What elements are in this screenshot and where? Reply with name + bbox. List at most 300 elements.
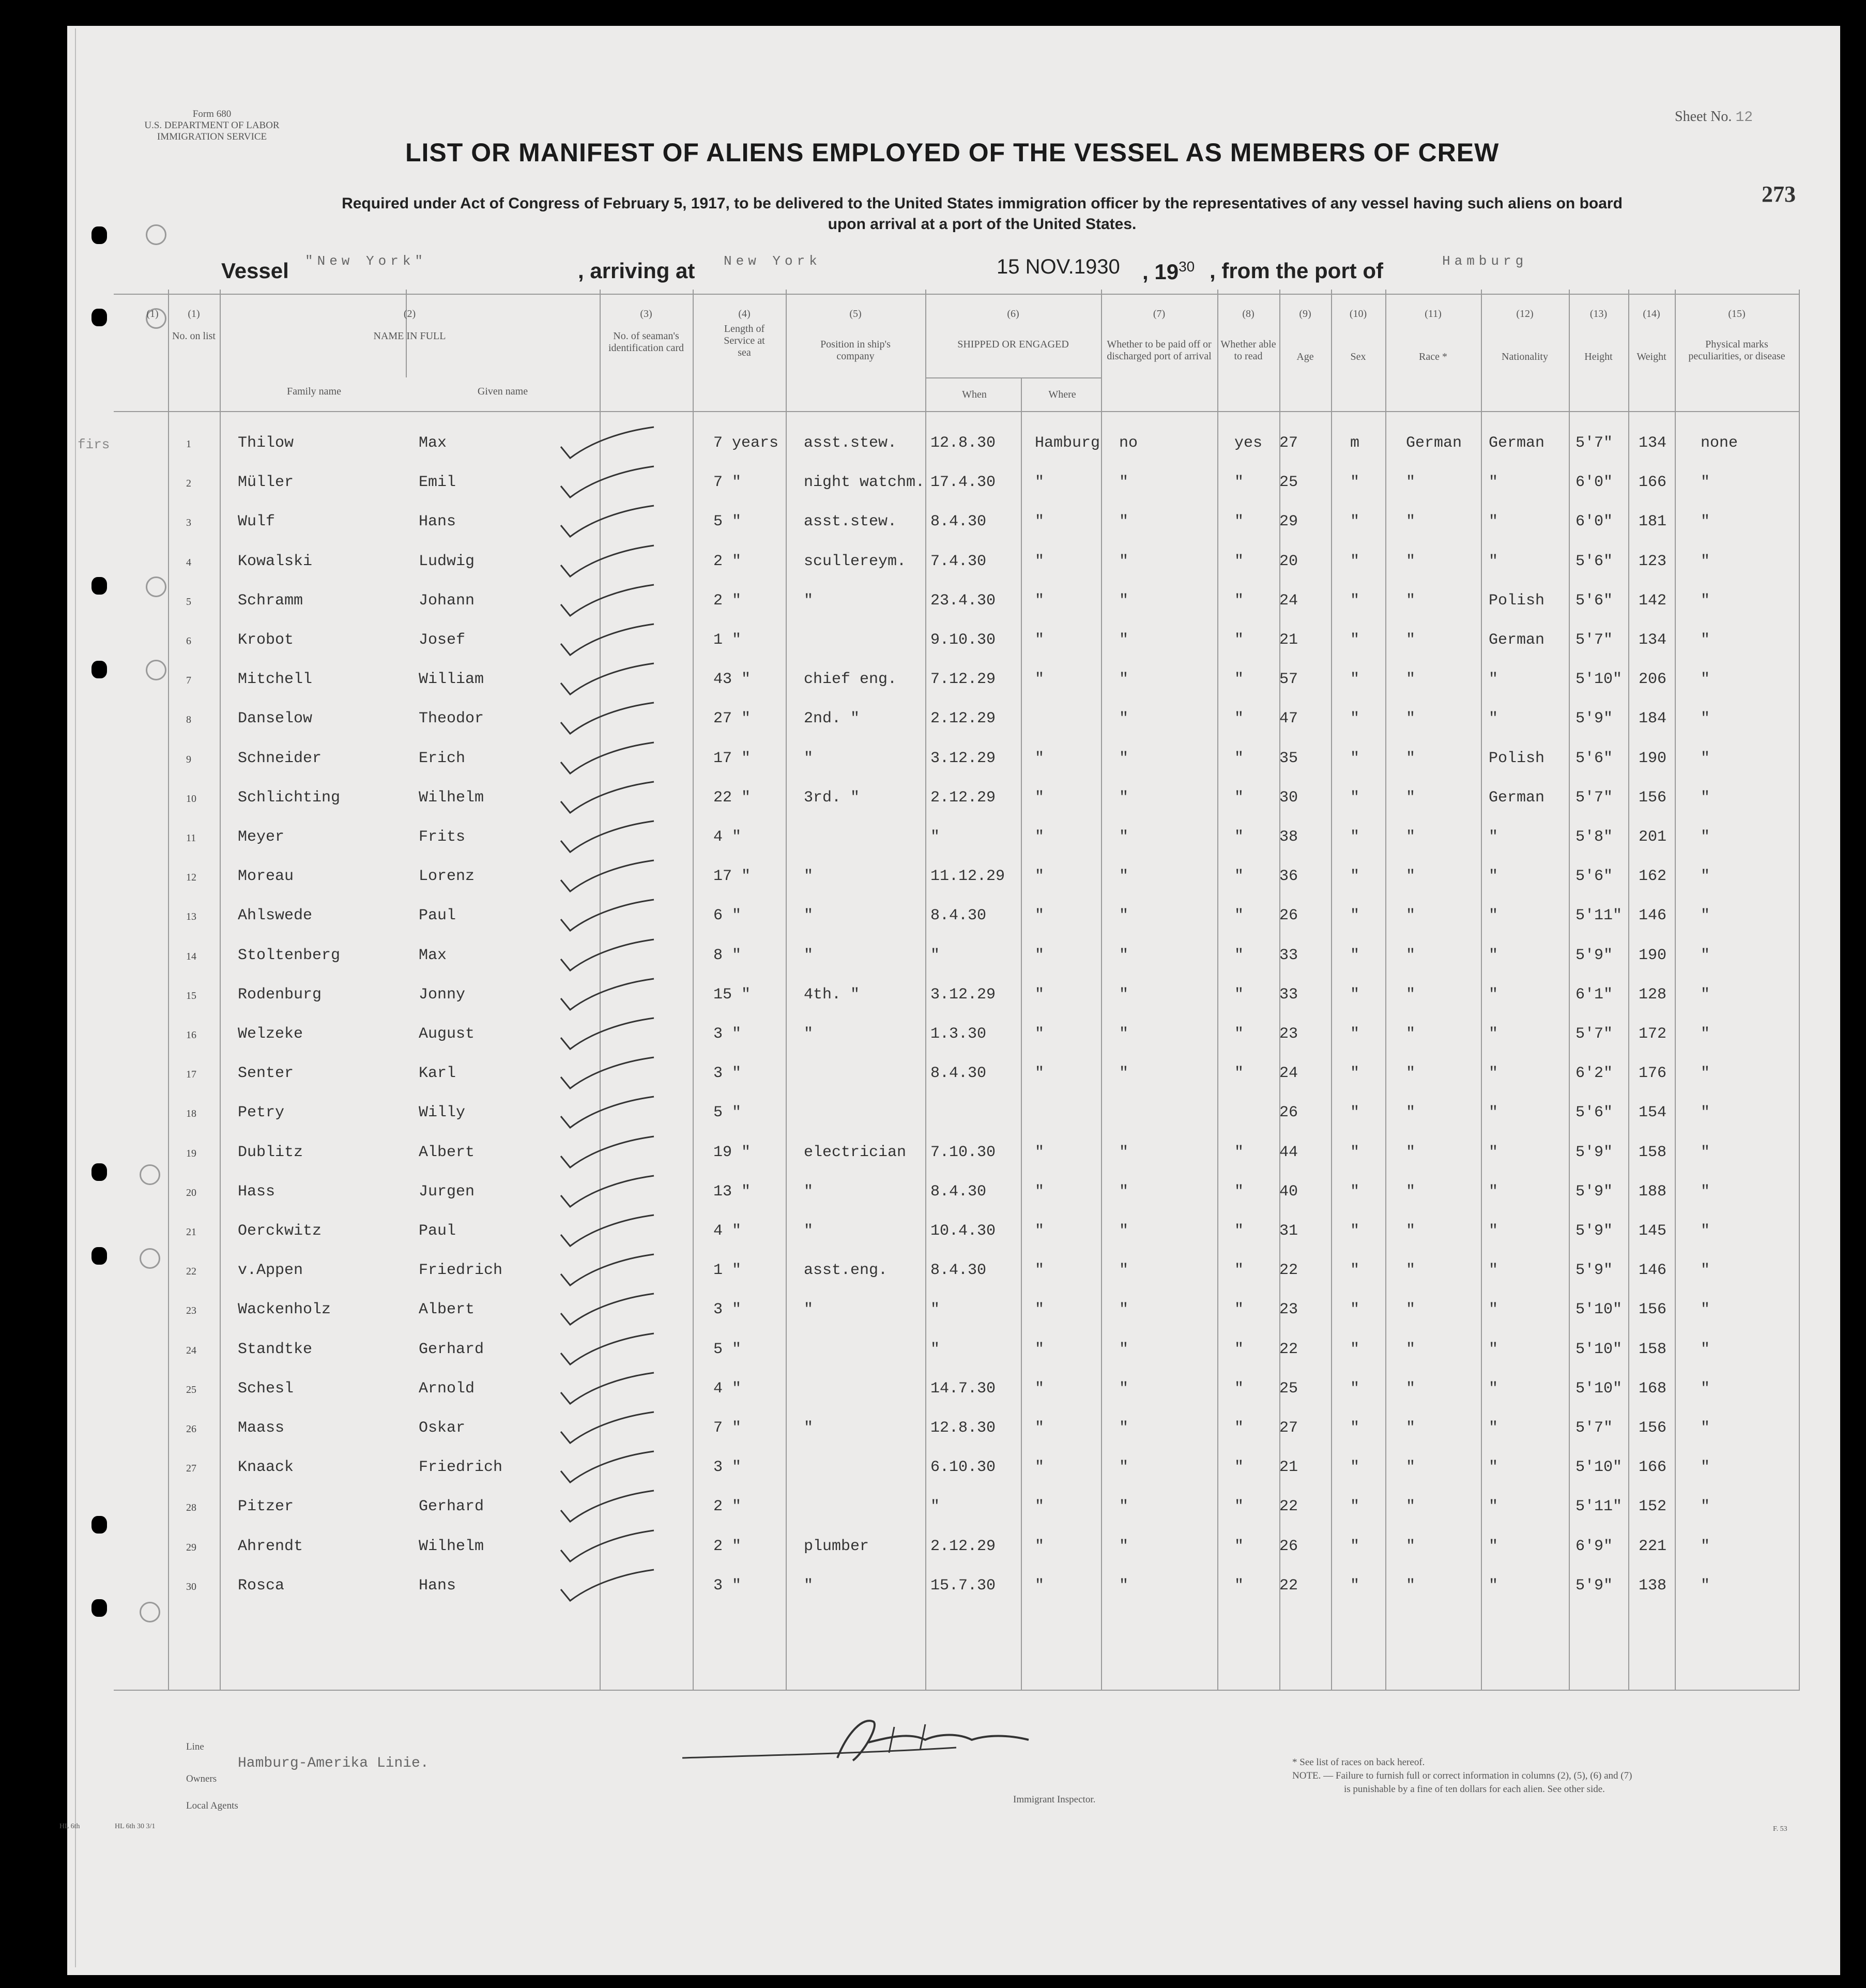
col10-number: (10)	[1349, 308, 1367, 320]
cell-physical-marks: "	[1701, 1537, 1710, 1555]
cell-shipped-where: "	[1035, 1065, 1045, 1083]
cell-shipped-when: 9.10.30	[930, 631, 996, 649]
col7-number: (7)	[1153, 308, 1166, 320]
cell-sex: "	[1350, 1301, 1360, 1319]
cell-shipped-when: 8.4.30	[930, 1182, 987, 1201]
cell-length-of-service: 7 "	[713, 474, 742, 492]
cell-able-to-read: "	[1234, 591, 1244, 610]
cell-paid-off: "	[1119, 788, 1129, 807]
cell-position: "	[804, 1301, 814, 1319]
cell-position: asst.stew.	[804, 513, 897, 531]
cell-able-to-read: "	[1234, 1340, 1244, 1358]
cell-age: 26	[1279, 1104, 1298, 1122]
cell-row-number: 17	[186, 1069, 196, 1081]
cell-given-name: Arnold	[419, 1379, 475, 1398]
cell-shipped-when: 8.4.30	[930, 907, 987, 925]
table-row	[171, 1094, 1825, 1133]
cell-family-name: Wackenholz	[238, 1301, 331, 1319]
cell-age: 31	[1279, 1222, 1298, 1240]
binder-ring	[140, 1248, 160, 1269]
cell-age: 26	[1279, 1537, 1298, 1555]
cell-able-to-read: "	[1234, 474, 1244, 492]
race-note: * See list of races on back hereof.	[1292, 1757, 1425, 1768]
cell-shipped-when: 7.4.30	[930, 552, 987, 570]
cell-physical-marks: "	[1701, 1065, 1710, 1083]
check-mark-icon	[556, 623, 659, 659]
cell-shipped-where: "	[1035, 552, 1045, 570]
cell-height: 5'9"	[1576, 1222, 1613, 1240]
check-mark-icon	[556, 1332, 659, 1369]
table-row	[171, 1173, 1825, 1212]
cell-shipped-when: "	[930, 828, 940, 846]
cell-physical-marks: "	[1701, 1182, 1710, 1201]
cell-physical-marks: "	[1701, 946, 1710, 964]
cell-nationality: German	[1489, 434, 1545, 452]
cell-height: 5'6"	[1576, 868, 1613, 886]
col4-header	[724, 308, 765, 359]
cell-height: 6'0"	[1576, 513, 1613, 531]
cell-length-of-service: 43 "	[713, 671, 751, 689]
cell-nationality: "	[1489, 985, 1498, 1004]
cell-race: "	[1406, 1182, 1416, 1201]
cell-able-to-read: "	[1234, 1498, 1244, 1516]
cell-length-of-service: 22 "	[713, 788, 751, 807]
cell-paid-off: "	[1119, 1262, 1129, 1280]
cell-age: 33	[1279, 946, 1298, 964]
arriving-port: New York	[724, 253, 821, 269]
cell-sex: "	[1350, 1576, 1360, 1595]
cell-age: 35	[1279, 749, 1298, 767]
cell-weight: 206	[1639, 671, 1667, 689]
cell-shipped-where: "	[1035, 513, 1045, 531]
cell-race: "	[1406, 985, 1416, 1004]
cell-age: 22	[1279, 1262, 1298, 1280]
binder-ring	[146, 576, 166, 597]
cell-weight: 166	[1639, 474, 1667, 492]
cell-able-to-read: "	[1234, 788, 1244, 807]
cell-position: "	[804, 907, 814, 925]
cell-age: 44	[1279, 1143, 1298, 1161]
cell-shipped-where: "	[1035, 1537, 1045, 1555]
cell-family-name: Welzeke	[238, 1025, 303, 1043]
cell-race: "	[1406, 1222, 1416, 1240]
cell-paid-off: "	[1119, 1182, 1129, 1201]
cell-length-of-service: 17 "	[713, 749, 751, 767]
cell-weight: 152	[1639, 1498, 1667, 1516]
cell-nationality: Polish	[1489, 591, 1545, 610]
cell-height: 6'1"	[1576, 985, 1613, 1004]
col4-label: Length of Service at sea	[724, 323, 765, 358]
cell-row-number: 26	[186, 1423, 196, 1435]
cell-sex: m	[1350, 434, 1360, 452]
cell-sex: "	[1350, 1379, 1360, 1398]
cell-length-of-service: 15 "	[713, 985, 751, 1004]
cell-shipped-where: "	[1035, 985, 1045, 1004]
cell-paid-off: "	[1119, 671, 1129, 689]
cell-able-to-read: "	[1234, 1301, 1244, 1319]
col10-header	[1334, 308, 1383, 363]
cell-length-of-service: 1 "	[713, 631, 742, 649]
cell-family-name: Krobot	[238, 631, 294, 649]
col2-number: (2)	[403, 308, 416, 320]
cell-length-of-service: 13 "	[713, 1182, 751, 1201]
cell-nationality: "	[1489, 1301, 1498, 1319]
cell-length-of-service: 2 "	[713, 1537, 742, 1555]
cell-row-number: 15	[186, 990, 196, 1001]
vessel-name: "New York"	[305, 253, 427, 269]
cell-paid-off: "	[1119, 1537, 1129, 1555]
cell-nationality: "	[1489, 671, 1498, 689]
cell-race: "	[1406, 1498, 1416, 1516]
cell-shipped-where: "	[1035, 1262, 1045, 1280]
col4-number: (4)	[738, 308, 751, 320]
cell-height: 5'10"	[1576, 1459, 1623, 1477]
cell-weight: 145	[1639, 1222, 1667, 1240]
cell-sex: "	[1350, 1025, 1360, 1043]
binder-ring	[146, 660, 166, 680]
cell-paid-off: "	[1119, 868, 1129, 886]
cell-family-name: Schesl	[238, 1379, 294, 1398]
cell-height: 5'8"	[1576, 828, 1613, 846]
cell-race: "	[1406, 591, 1416, 610]
check-mark-icon	[556, 978, 659, 1014]
table-row	[171, 779, 1825, 818]
cell-race: "	[1406, 710, 1416, 728]
cell-able-to-read: "	[1234, 1459, 1244, 1477]
cell-weight: 134	[1639, 434, 1667, 452]
cell-physical-marks: "	[1701, 1379, 1710, 1398]
cell-paid-off: "	[1119, 1222, 1129, 1240]
cell-nationality: German	[1489, 788, 1545, 807]
cell-length-of-service: 3 "	[713, 1301, 742, 1319]
cell-family-name: Wulf	[238, 513, 276, 531]
col11-number: (11)	[1425, 308, 1442, 320]
cell-weight: 156	[1639, 788, 1667, 807]
col8-label: Whether able to read	[1220, 339, 1276, 362]
cell-shipped-where: "	[1035, 671, 1045, 689]
cell-height: 5'9"	[1576, 1143, 1613, 1161]
col15-header	[1677, 308, 1796, 362]
col1-label: No. on list	[172, 330, 216, 342]
cell-able-to-read: "	[1234, 1143, 1244, 1161]
cell-weight: 172	[1639, 1025, 1667, 1043]
cell-sex: "	[1350, 1182, 1360, 1201]
table-row	[171, 1054, 1825, 1094]
cell-height: 5'7"	[1576, 434, 1613, 452]
cell-sex: "	[1350, 1498, 1360, 1516]
cell-paid-off: "	[1119, 1301, 1129, 1319]
cell-sex: "	[1350, 749, 1360, 767]
binder-hole	[91, 1516, 107, 1534]
cell-length-of-service: 5 "	[713, 513, 742, 531]
cell-shipped-where: "	[1035, 788, 1045, 807]
table-row	[171, 660, 1825, 700]
check-mark-icon	[556, 1293, 659, 1329]
table-row	[171, 1527, 1825, 1567]
cell-given-name: Frits	[419, 828, 466, 846]
col10-label: Sex	[1350, 351, 1366, 362]
cell-nationality: "	[1489, 1498, 1498, 1516]
cell-paid-off: "	[1119, 1340, 1129, 1358]
cell-able-to-read: "	[1234, 1262, 1244, 1280]
cell-shipped-when: "	[930, 1340, 940, 1358]
cell-able-to-read: "	[1234, 749, 1244, 767]
cell-shipped-where: "	[1035, 1301, 1045, 1319]
cell-age: 25	[1279, 1379, 1298, 1398]
cell-race: "	[1406, 1340, 1416, 1358]
cell-age: 47	[1279, 710, 1298, 728]
cell-weight: 128	[1639, 985, 1667, 1004]
table-row	[171, 1370, 1825, 1409]
cell-sex: "	[1350, 513, 1360, 531]
subtitle-line-1: Required under Act of Congress of February 5, 1917, to be delivered to the United States immigration officer by the representatives of any vessel having such aliens on board	[342, 195, 1623, 212]
cell-able-to-read: "	[1234, 513, 1244, 531]
cell-paid-off: "	[1119, 710, 1129, 728]
cell-length-of-service: 3 "	[713, 1025, 742, 1043]
cell-row-number: 2	[186, 478, 191, 490]
cell-nationality: "	[1489, 828, 1498, 846]
col7-label: Whether to be paid off or discharged port of arrival	[1107, 339, 1212, 362]
cell-given-name: Jurgen	[419, 1182, 475, 1201]
table-top-rule	[114, 294, 1799, 295]
cell-family-name: Standtke	[238, 1340, 313, 1358]
cell-age: 25	[1279, 474, 1298, 492]
table-row	[171, 1448, 1825, 1488]
from-port-label: , from the port of	[1210, 259, 1383, 283]
check-mark-icon	[556, 899, 659, 935]
cell-sex: "	[1350, 946, 1360, 964]
cell-paid-off: no	[1119, 434, 1138, 452]
cell-paid-off: "	[1119, 591, 1129, 610]
cell-family-name: Moreau	[238, 868, 294, 886]
cell-shipped-when: 7.12.29	[930, 671, 996, 689]
cell-age: 30	[1279, 788, 1298, 807]
cell-family-name: Schramm	[238, 591, 303, 610]
cell-family-name: Oerckwitz	[238, 1222, 322, 1240]
cell-position: "	[804, 591, 814, 610]
cell-position: 3rd. "	[804, 788, 860, 807]
cell-given-name: Max	[419, 434, 447, 452]
cell-given-name: Wilhelm	[419, 1537, 484, 1555]
cell-able-to-read: "	[1234, 631, 1244, 649]
cell-physical-marks: "	[1701, 1301, 1710, 1319]
cell-sex: "	[1350, 631, 1360, 649]
table-row	[171, 739, 1825, 779]
cell-race: "	[1406, 474, 1416, 492]
cell-sex: "	[1350, 1459, 1360, 1477]
cell-physical-marks: "	[1701, 828, 1710, 846]
cell-age: 24	[1279, 1065, 1298, 1083]
col12-label: Nationality	[1502, 351, 1548, 362]
table-row	[171, 582, 1825, 621]
cell-given-name: Erich	[419, 749, 466, 767]
cell-family-name: Ahrendt	[238, 1537, 303, 1555]
cell-able-to-read: "	[1234, 1576, 1244, 1595]
check-mark-icon	[556, 465, 659, 502]
cell-family-name: Rosca	[238, 1576, 285, 1595]
cell-age: 26	[1279, 907, 1298, 925]
cell-sex: "	[1350, 828, 1360, 846]
cell-given-name: Friedrich	[419, 1459, 503, 1477]
cell-weight: 162	[1639, 868, 1667, 886]
owners-label: Owners	[186, 1773, 217, 1784]
cell-length-of-service: 4 "	[713, 828, 742, 846]
cell-race: "	[1406, 1143, 1416, 1161]
cell-nationality: "	[1489, 474, 1498, 492]
cell-row-number: 7	[186, 675, 191, 687]
col15-number: (15)	[1728, 308, 1746, 320]
cell-race: "	[1406, 828, 1416, 846]
cell-shipped-where: "	[1035, 1340, 1045, 1358]
cell-age: 33	[1279, 985, 1298, 1004]
binder-hole	[91, 1247, 107, 1265]
cell-shipped-where: "	[1035, 1143, 1045, 1161]
form-code-left-2: HL 6th 30 3/1	[115, 1823, 156, 1830]
col14-number: (14)	[1643, 308, 1660, 320]
cell-position: "	[804, 1576, 814, 1595]
cell-sex: "	[1350, 710, 1360, 728]
col12-header	[1483, 308, 1566, 363]
cell-nationality: "	[1489, 1459, 1498, 1477]
cell-shipped-when: "	[930, 1498, 940, 1516]
col5-label: Position in ship's company	[820, 339, 891, 362]
cell-position: chief eng.	[804, 671, 897, 689]
check-mark-icon	[556, 1056, 659, 1092]
check-mark-icon	[556, 1017, 659, 1053]
cell-family-name: Petry	[238, 1104, 285, 1122]
cell-age: 22	[1279, 1576, 1298, 1595]
cell-age: 36	[1279, 868, 1298, 886]
cell-physical-marks: "	[1701, 671, 1710, 689]
cell-position: "	[804, 749, 814, 767]
year-label	[1142, 259, 1195, 284]
cell-row-number: 5	[186, 596, 191, 608]
cell-sex: "	[1350, 985, 1360, 1004]
page-stamp: 273	[1762, 181, 1796, 207]
cell-length-of-service: 4 "	[713, 1379, 742, 1398]
cell-shipped-where: "	[1035, 749, 1045, 767]
cell-sex: "	[1350, 907, 1360, 925]
cell-given-name: Ludwig	[419, 552, 475, 570]
cell-race: "	[1406, 749, 1416, 767]
table-row	[171, 621, 1825, 660]
cell-shipped-where: "	[1035, 946, 1045, 964]
sheet-label: Sheet No.	[1675, 109, 1732, 125]
cell-age: 22	[1279, 1498, 1298, 1516]
cell-weight: 146	[1639, 907, 1667, 925]
date-stamp: 15 NOV.1930	[997, 255, 1120, 278]
cell-paid-off: "	[1119, 552, 1129, 570]
cell-shipped-when: 11.12.29	[930, 868, 1005, 886]
table-row	[171, 857, 1825, 897]
table-row	[171, 1212, 1825, 1251]
cell-race: "	[1406, 1262, 1416, 1280]
cell-weight: 188	[1639, 1182, 1667, 1201]
service-name: IMMIGRATION SERVICE	[157, 131, 267, 142]
cell-given-name: Max	[419, 946, 447, 964]
cell-race: "	[1406, 552, 1416, 570]
table-row	[171, 503, 1825, 542]
cell-given-name: Wilhelm	[419, 788, 484, 807]
header-bottom-rule	[114, 411, 1799, 412]
table-row	[171, 463, 1825, 503]
cell-paid-off: "	[1119, 946, 1129, 964]
cell-nationality: "	[1489, 1182, 1498, 1201]
cell-physical-marks: "	[1701, 907, 1710, 925]
table-row	[171, 1291, 1825, 1330]
cell-shipped-when: 6.10.30	[930, 1459, 996, 1477]
table-row	[171, 1133, 1825, 1173]
cell-nationality: German	[1489, 631, 1545, 649]
col2-label: NAME IN FULL	[373, 330, 446, 342]
cell-weight: 156	[1639, 1301, 1667, 1319]
col6-label: SHIPPED OR ENGAGED	[957, 339, 1069, 350]
cell-able-to-read: "	[1234, 671, 1244, 689]
cell-shipped-when: 2.12.29	[930, 710, 996, 728]
cell-row-number: 4	[186, 556, 191, 568]
cell-given-name: William	[419, 671, 484, 689]
cell-height: 6'2"	[1576, 1065, 1613, 1083]
cell-race: "	[1406, 946, 1416, 964]
cell-race: "	[1406, 1419, 1416, 1437]
check-mark-icon	[556, 938, 659, 975]
col11-header	[1388, 308, 1478, 363]
subtitle	[212, 193, 1752, 235]
cell-length-of-service: 5 "	[713, 1340, 742, 1358]
col13-header	[1571, 308, 1626, 363]
cell-row-number: 13	[186, 911, 196, 923]
cell-family-name: Ahlswede	[238, 907, 313, 925]
cell-sex: "	[1350, 1143, 1360, 1161]
table-row	[171, 542, 1825, 582]
cell-height: 5'9"	[1576, 1182, 1613, 1201]
cell-shipped-when: 1.3.30	[930, 1025, 987, 1043]
cell-paid-off: "	[1119, 1498, 1129, 1516]
cell-able-to-read: "	[1234, 868, 1244, 886]
form-number: Form 680	[192, 109, 232, 119]
cell-race: "	[1406, 1301, 1416, 1319]
cell-height: 6'0"	[1576, 474, 1613, 492]
cell-weight: 181	[1639, 513, 1667, 531]
check-mark-icon	[556, 1214, 659, 1250]
cell-able-to-read: "	[1234, 710, 1244, 728]
cell-height: 5'6"	[1576, 1104, 1613, 1122]
cell-family-name: Knaack	[238, 1459, 294, 1477]
cell-length-of-service: 3 "	[713, 1065, 742, 1083]
cell-physical-marks: "	[1701, 1143, 1710, 1161]
cell-given-name: Albert	[419, 1301, 475, 1319]
cell-row-number: 22	[186, 1266, 196, 1278]
cell-given-name: Josef	[419, 631, 466, 649]
cell-family-name: Pitzer	[238, 1498, 294, 1516]
line-label: Line	[186, 1741, 204, 1752]
cell-given-name: Johann	[419, 591, 475, 610]
cell-physical-marks: "	[1701, 868, 1710, 886]
cell-position: asst.stew.	[804, 434, 897, 452]
col2-given: Given name	[477, 386, 528, 397]
cell-row-number: 1	[186, 438, 191, 450]
cell-nationality: "	[1489, 1537, 1498, 1555]
signature	[667, 1711, 1070, 1768]
cell-height: 5'10"	[1576, 1340, 1623, 1358]
cell-shipped-where: "	[1035, 828, 1045, 846]
cell-row-number: 18	[186, 1108, 196, 1120]
col6-where: Where	[1048, 389, 1076, 400]
cell-length-of-service: 2 "	[713, 1498, 742, 1516]
cell-race: "	[1406, 1104, 1416, 1122]
cell-height: 5'10"	[1576, 1379, 1623, 1398]
cell-position: "	[804, 1025, 814, 1043]
